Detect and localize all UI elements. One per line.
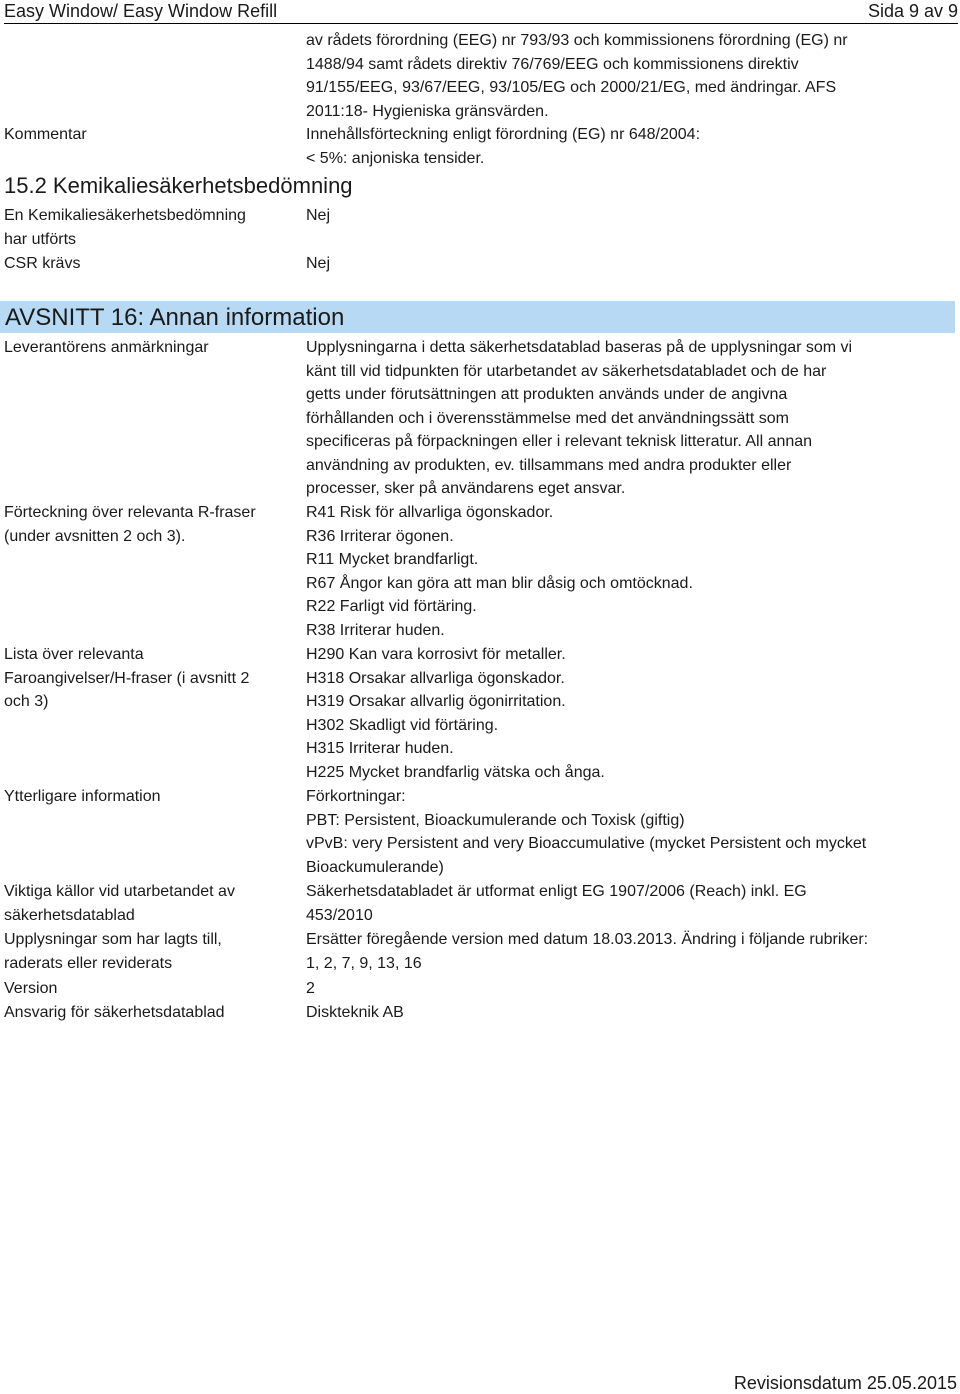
supplier-remarks-label: Leverantörens anmärkningar: [4, 339, 209, 356]
changes-label: Upplysningar som har lagts till, raderats eller reviderats: [4, 931, 222, 972]
additional-info-value: Förkortningar: PBT: Persistent, Bioackumulerande och Toxisk (giftig) vPvB: very Persistent and very Bioaccumulative (mycket Persistent och mycket Bioackumulerande): [306, 788, 867, 876]
assessment-value: Nej: [306, 207, 331, 224]
product-name: Easy Window/ Easy Window Refill: [4, 1, 278, 21]
sources-value: Säkerhetsdatabladet är utformat enligt EG 1907/2006 (Reach) inkl. EG 453/2010: [306, 883, 807, 924]
subsection-heading-15-2: 15.2 Kemikaliesäkerhetsbedömning: [4, 173, 353, 198]
page-header: [4, 0, 958, 24]
h-phrases-value: H290 Kan vara korrosivt för metaller. H318 Orsakar allvarliga ögonskador. H319 Orsakar allvarlig ögonirritation. H302 Skadligt vid förtäring. H315 Irriterar huden. H225 Mycket brandfarlig vätska och ånga.: [306, 646, 605, 781]
revision-date: Revisionsdatum 25.05.2015: [733, 1373, 957, 1393]
page-number: Sida 9 av 9: [867, 1, 958, 21]
kommentar-label: Kommentar: [4, 126, 87, 143]
assessment-label: En Kemikaliesäkerhetsbedömning har utförts: [4, 207, 246, 248]
csr-label: CSR krävs: [4, 255, 81, 272]
kommentar-value: Innehållsförteckning enligt förordning (EG) nr 648/2004: < 5%: anjoniska tensider.: [306, 126, 701, 167]
r-phrases-value: R41 Risk för allvarliga ögonskador. R36 Irriterar ögonen. R11 Mycket brandfarligt. R67 Ångor kan göra att man blir dåsig och omtöcknad. R22 Farligt vid förtäring. R38 Irriterar huden.: [306, 504, 693, 639]
r-phrases-label: Förteckning över relevanta R-fraser (under avsnitten 2 och 3).: [4, 504, 256, 545]
additional-info-label: Ytterligare information: [4, 788, 161, 805]
csr-value: Nej: [306, 255, 331, 272]
version-label: Version: [4, 980, 58, 997]
sources-label: Viktiga källor vid utarbetandet av säkerhetsdatablad: [4, 883, 235, 924]
responsible-value: Diskteknik AB: [306, 1004, 404, 1021]
responsible-label: Ansvarig för säkerhetsdatablad: [4, 1004, 225, 1021]
regulation-continuation: av rådets förordning (EEG) nr 793/93 och kommissionens förordning (EG) nr 1488/94 samt rådets direktiv 76/769/EEG och kommissionens direktiv 91/155/EEG, 93/67/EEG, 93/105/EG och 2000/21/EG, med ändringar. AFS 2011:18- Hygieniska gränsvärden.: [306, 32, 848, 120]
h-phrases-label: Lista över relevanta Faroangivelser/H-fraser (i avsnitt 2 och 3): [4, 646, 250, 710]
changes-value: Ersätter föregående version med datum 18.03.2013. Ändring i följande rubriker: 1, 2, 7, 9, 13, 16: [306, 931, 869, 972]
section-16-heading: [0, 301, 955, 333]
version-value: 2: [306, 980, 315, 997]
section-16-title: AVSNITT 16: Annan information: [5, 304, 345, 331]
supplier-remarks-value: Upplysningarna i detta säkerhetsdatablad baseras på de upplysningar som vi känt till vid tidpunkten för utarbetandet av säkerhetsdatabladet och de har getts under förutsättningen att produkten används under de angivna förhållanden och i överensstämmelse med det användningssätt som specificeras på förpackningen eller i relevant teknisk litteratur. All annan användning av produkten, ev. tillsammans med andra produkter eller processer, sker på användarens eget ansvar.: [306, 339, 853, 497]
